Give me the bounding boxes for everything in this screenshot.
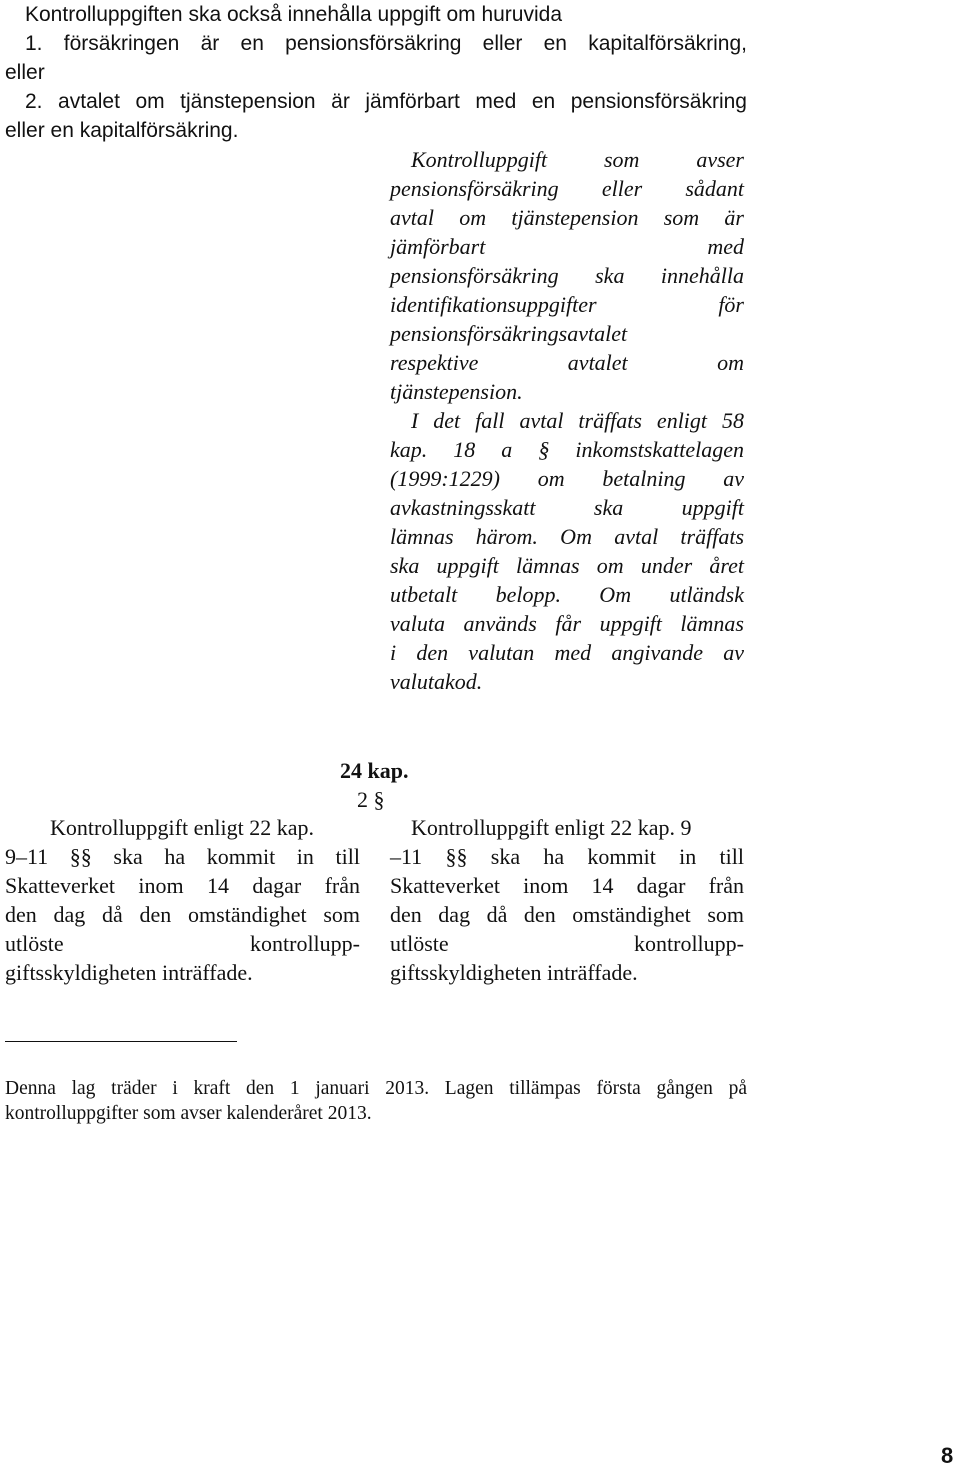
right-column-line: den dag då den omständighet som xyxy=(390,902,744,927)
repealed-line: Kontrolluppgift som avser xyxy=(411,147,744,172)
repealed-line: pensionsförsäkring ska innehålla xyxy=(390,263,744,288)
intro-text: Kontrolluppgiften ska också innehålla uppgift om huruvida xyxy=(25,3,563,26)
repealed-line: jämförbart med xyxy=(390,234,744,259)
repealed-line: avtal om tjänstepension som är xyxy=(390,205,744,230)
page-number: 8 xyxy=(941,1443,954,1468)
repealed-line: pensionsförsäkring eller sådant xyxy=(390,176,744,201)
repealed-line: tjänstepension. xyxy=(390,379,523,404)
left-column-line: giftsskyldigheten inträffade. xyxy=(5,960,253,985)
list-item-1-continued: eller xyxy=(5,61,45,84)
repealed-line: lämnas härom. Om avtal träffats xyxy=(390,524,744,549)
footnote-line: kontrolluppgifter som avser kalenderåret 2013. xyxy=(5,1103,372,1124)
list-item-2: 2. avtalet om tjänstepension är jämförbart med en pensionsförsäkring xyxy=(25,90,747,113)
left-column-line: Skatteverket inom 14 dagar från xyxy=(5,873,360,898)
list-item-1: 1. försäkringen är en pensionsförsäkring eller en kapitalförsäkring, xyxy=(25,32,747,55)
chapter-heading: 24 kap. xyxy=(340,758,409,783)
repealed-line: avkastningsskatt ska uppgift xyxy=(390,495,744,520)
right-column-line: Kontrolluppgift enligt 22 kap. 9 xyxy=(411,815,692,840)
repealed-line: ska uppgift lämnas om under året xyxy=(390,553,744,578)
repealed-line: valutakod. xyxy=(390,669,483,694)
repealed-line: I det fall avtal träffats enligt 58 xyxy=(411,408,744,433)
right-column-line: giftsskyldigheten inträffade. xyxy=(390,960,638,985)
right-column-line: Skatteverket inom 14 dagar från xyxy=(390,873,744,898)
repealed-line: i den valutan med angivande av xyxy=(390,640,744,665)
right-column-line: –11 §§ ska ha kommit in till xyxy=(390,844,744,869)
footnote-divider xyxy=(5,1041,237,1042)
repealed-line: kap. 18 a § inkomstskattelagen xyxy=(390,437,744,462)
section-number: 2 § xyxy=(357,787,385,812)
repealed-line: identifikationsuppgifter för xyxy=(390,292,744,317)
list-item-2-continued: eller en kapitalförsäkring. xyxy=(5,119,239,142)
repealed-line: pensionsförsäkringsavtalet xyxy=(390,321,628,346)
left-column-line: den dag då den omständighet som xyxy=(5,902,360,927)
left-column-line: Kontrolluppgift enligt 22 kap. xyxy=(50,815,314,840)
repealed-line: respektive avtalet om xyxy=(390,350,744,375)
repealed-line: valuta används får uppgift lämnas xyxy=(390,611,744,636)
repealed-line: (1999:1229) om betalning av xyxy=(390,466,744,491)
right-column-line: utlöste kontrollupp- xyxy=(390,931,744,956)
left-column-line: utlöste kontrollupp- xyxy=(5,931,360,956)
footnote-line: Denna lag träder i kraft den 1 januari 2013. Lagen tillämpas första gången på xyxy=(5,1078,747,1099)
left-column-line: 9–11 §§ ska ha kommit in till xyxy=(5,844,360,869)
repealed-line: utbetalt belopp. Om utländsk xyxy=(390,582,744,607)
